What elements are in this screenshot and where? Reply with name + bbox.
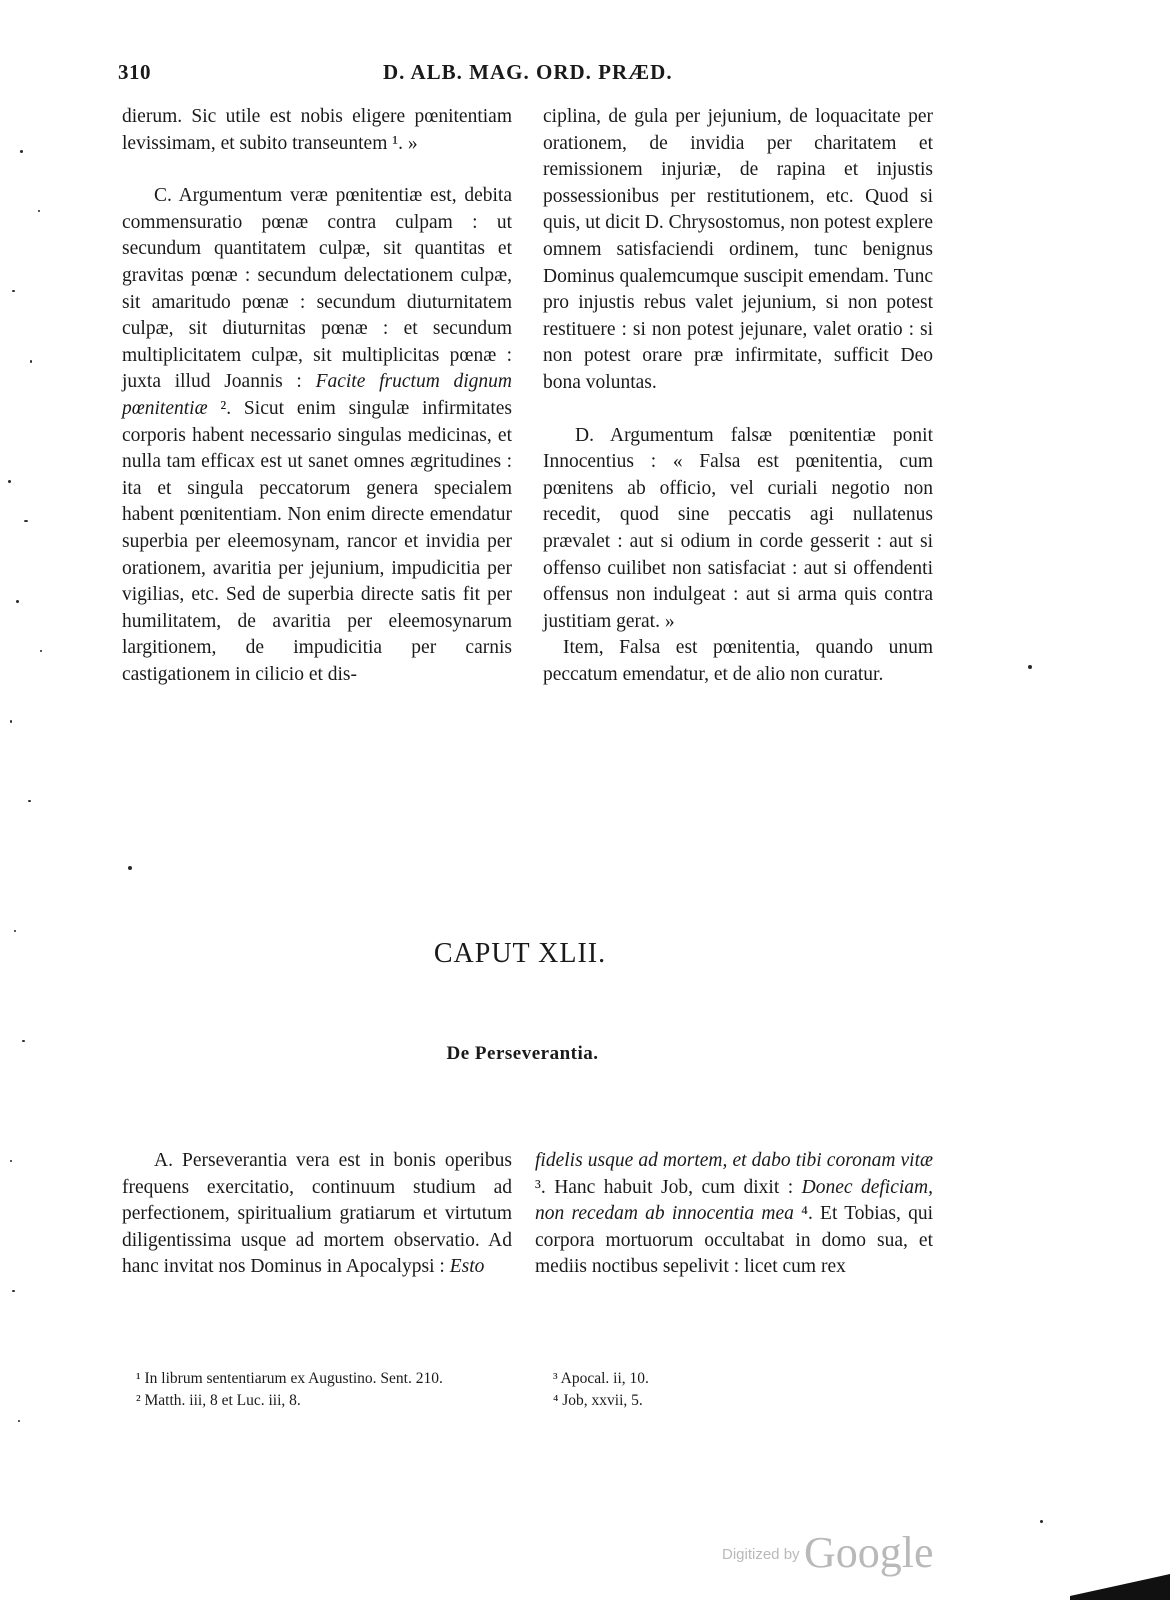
continuation-paragraph-right: ciplina, de gula per jejunium, de loquacitate per orationem, de invidia per charitatem et remissionem injuriæ, de rapina et injustis possessionibus per restitutionem, etc. Quod si quis, ut dicit D. Chrysostomus, non potest explere omnem satisfaciendi ordinem, tunc benignus Dominus qualemcumque suscipit emendam. Tunc pro injustis rebus valet jejunium, si non potest restituere : si non potest jejunare, valet oratio : si non potest orare præ infirmitate, sufficit Deo bona voluntas. xyxy=(543,106,933,393)
page-corner-shadow xyxy=(1070,1560,1170,1600)
section-c-quote: Facite fructum dignum pœnitentiæ xyxy=(122,371,512,419)
speckle xyxy=(22,1040,25,1042)
section-a-paragraph xyxy=(122,1148,512,1281)
section-c-paragraph xyxy=(122,183,512,688)
speckle xyxy=(1028,665,1032,669)
section-d-paragraph: D. Argumentum falsæ pœnitentiæ ponit Innocentius : « Falsa est pœnitentia, cum pœnitens ab officio, vel curiali negotio non recedit, quod sine peccatis agi nullatenus prævalet : aut si odium in corde gesserit : aut si offenso cuilibet non satisfaciat : aut si offendenti offensus non indulgeat : aut si arma quis contra justitiam gerat. » xyxy=(543,424,933,632)
chapter-subtitle: De Perseverantia. xyxy=(446,1043,599,1064)
page-number: 310 xyxy=(118,60,151,84)
section-a-quote-start: Esto xyxy=(449,1256,485,1278)
top-right-column xyxy=(543,104,933,688)
footnote-2: ² Matth. iii, 8 et Luc. iii, 8. xyxy=(136,1392,301,1409)
top-left-column xyxy=(122,104,512,688)
speckle xyxy=(30,360,32,363)
bottom-left-column xyxy=(122,1148,512,1281)
speckle xyxy=(20,150,23,153)
speckle xyxy=(14,930,16,932)
google-watermark xyxy=(722,1527,934,1578)
section-a-text: A. Perseverantia vera est in bonis operibus frequens exercitatio, continuum studium ad perfectionem, spiritualium gratiarum et virtutum diligentissima usque ad mortem observatio. Ad hanc invitat nos Dominus in Apocalypsi : xyxy=(122,1150,512,1278)
item-paragraph: Item, Falsa est pœnitentia, quando unum peccatum emendatur, et de alio non curatur. xyxy=(543,637,933,685)
speckle xyxy=(10,720,12,723)
speckle xyxy=(18,1420,20,1422)
speckle xyxy=(16,600,19,603)
speckle xyxy=(12,290,15,292)
speckle xyxy=(1040,1520,1043,1523)
speckle xyxy=(12,1290,15,1292)
apocalypse-quote: fidelis usque ad mortem, et dabo tibi coronam vitæ xyxy=(535,1150,933,1171)
tobias-text: ⁴. Et Tobias, qui corpora mortuorum occultabat in domo sua, et mediis noctibus sepelivit : licet cum rex xyxy=(535,1203,933,1278)
speckle xyxy=(40,650,42,652)
footnote-3: ³ Apocal. ii, 10. xyxy=(553,1370,649,1387)
section-c-text: C. Argumentum veræ pœnitentiæ est, debita commensuratio pœnæ contra culpam : ut secundum quantitatem culpæ, sit quantitas et gravitas pœnæ : secundum delectationem culpæ, sit amaritudo pœnæ : secundum diuturnitatem culpæ, sit diuturnitas pœnæ : et secundum multiplicitatem culpæ, sit multiplicitas pœnæ : juxta illud Joannis : xyxy=(122,185,512,393)
speckle xyxy=(10,1160,12,1162)
page-header xyxy=(118,60,938,92)
running-head: D. ALB. MAG. ORD. PRÆD. xyxy=(383,60,673,84)
speckle xyxy=(24,520,28,522)
footnote-1: ¹ In librum sententiarum ex Augustino. Sent. 210. xyxy=(136,1370,443,1387)
google-logo: Google xyxy=(804,1528,934,1577)
speckle xyxy=(28,800,31,802)
digitized-by-label: Digitized by xyxy=(722,1546,800,1563)
job-intro-text: ³. Hanc habuit Job, cum dixit : xyxy=(535,1176,802,1198)
continuation-paragraph: dierum. Sic utile est nobis eligere pœnitentiam levissimam, et subito transeuntem ¹. » xyxy=(122,106,512,154)
bottom-right-column xyxy=(535,1148,933,1281)
footnotes-right xyxy=(553,1368,853,1412)
section-a-continuation xyxy=(535,1148,933,1281)
chapter-title: CAPUT XLII. xyxy=(433,938,607,969)
speckle xyxy=(128,866,132,870)
speckle xyxy=(8,480,11,483)
section-c-text-rest: ². Sicut enim singulæ infirmitates corporis habent necessario singulas medicinas, et nulla tam efficax est ut sanet omnes ægritudines : ita et singula peccatorum genera specialem habent pœnitentiam. Non enim directe emendatur superbia per eleemosynam, rancor et invidia per orationem, avaritia per jejunium, impudicitia per vigilias, etc. Sed de superbia directe satis fit per humilitatem, de avaritia per eleemosynarum largitionem, de impudicitia per carnis castigationem in cilicio et dis- xyxy=(122,397,512,685)
job-quote: Donec deficiam, non recedam ab innocentia mea xyxy=(535,1176,933,1225)
footnote-4: ⁴ Job, xxvii, 5. xyxy=(553,1392,643,1409)
footnotes-left xyxy=(122,1368,517,1412)
speckle xyxy=(38,210,40,212)
